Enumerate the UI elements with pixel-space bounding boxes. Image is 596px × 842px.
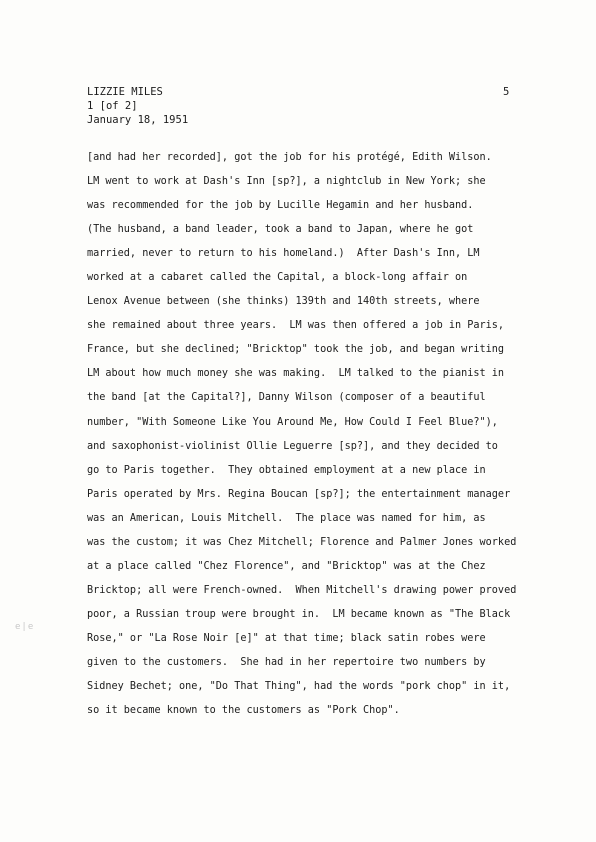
body-line: (The husband, a band leader, took a band to Japan, where he got xyxy=(87,224,474,236)
body-line: was recommended for the job by Lucille Hegamin and her husband. xyxy=(87,200,474,212)
body-line: she remained about three years. LM was then offered a job in Paris, xyxy=(87,320,505,332)
body-line: LM went to work at Dash's Inn [sp?], a nightclub in New York; she xyxy=(87,176,486,188)
body-line: the band [at the Capital?], Danny Wilson (composer of a beautiful xyxy=(87,392,486,404)
header-title: LIZZIE MILES xyxy=(87,86,163,98)
body-line: so it became known to the customers as "Pork Chop". xyxy=(87,705,400,717)
body-line: Lenox Avenue between (she thinks) 139th and 140th streets, where xyxy=(87,296,480,308)
body-line: was the custom; it was Chez Mitchell; Florence and Palmer Jones worked xyxy=(87,536,517,548)
body-line: worked at a cabaret called the Capital, a block-long affair on xyxy=(87,272,468,284)
body-line: LM about how much money she was making. LM talked to the pianist in xyxy=(87,368,505,380)
body-line: number, "With Someone Like You Around Me, How Could I Feel Blue?"), xyxy=(87,416,498,428)
body-line: [and had her recorded], got the job for his protégé, Edith Wilson. xyxy=(87,152,492,163)
header-reel: 1 [of 2] xyxy=(87,99,138,112)
body-line: France, but she declined; "Bricktop" took the job, and began writing xyxy=(87,344,505,356)
body-line: Sidney Bechet; one, "Do That Thing", had the words "pork chop" in it, xyxy=(87,681,511,693)
header-date: January 18, 1951 xyxy=(87,113,189,126)
body-line: married, never to return to his homeland.) After Dash's Inn, LM xyxy=(87,248,480,260)
body-line: given to the customers. She had in her repertoire two numbers by xyxy=(87,656,486,668)
margin-annotation: e|e xyxy=(15,622,35,632)
body-line: was an American, Louis Mitchell. The place was named for him, as xyxy=(87,512,486,524)
body-line: and saxophonist-violinist Ollie Leguerre [sp?], and they decided to xyxy=(87,440,498,452)
body-line: go to Paris together. They obtained employment at a new place in xyxy=(87,464,486,476)
body-line: poor, a Russian troup were brought in. LM became known as "The Black xyxy=(87,608,511,620)
body-line: Rose," or "La Rose Noir [e]" at that time; black satin robes were xyxy=(87,632,486,644)
document-header xyxy=(87,86,188,127)
body-line: Bricktop; all were French-owned. When Mitchell's drawing power proved xyxy=(87,584,517,596)
page-number: 5 xyxy=(503,86,510,98)
body-line: Paris operated by Mrs. Regina Boucan [sp?]; the entertainment manager xyxy=(87,488,511,500)
body-line: at a place called "Chez Florence", and "Bricktop" was at the Chez xyxy=(87,560,486,572)
transcript-body xyxy=(87,146,592,723)
